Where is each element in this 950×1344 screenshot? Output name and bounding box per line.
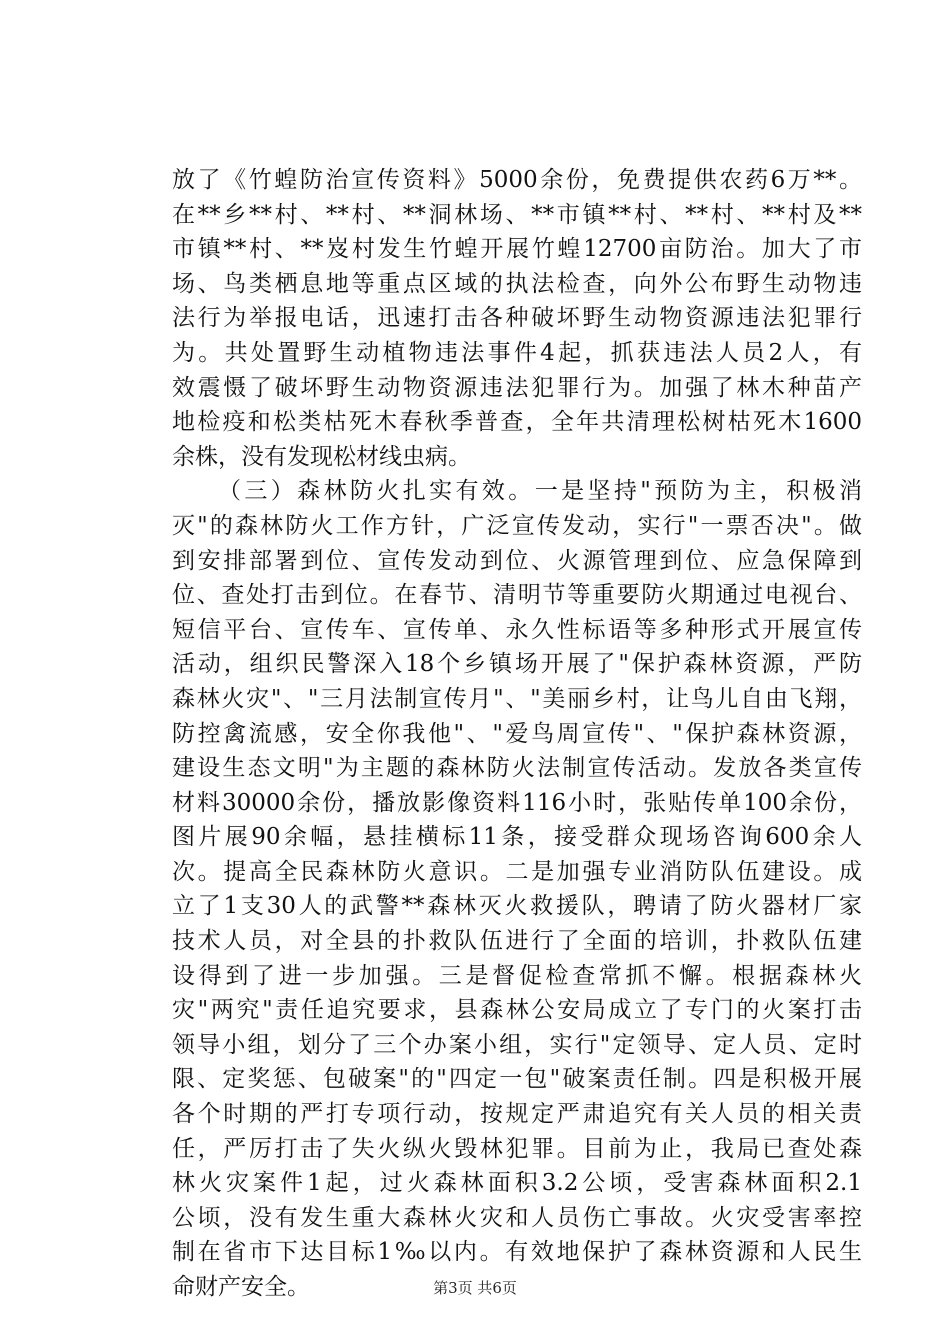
text-line: 灾"两究"责任追究要求，县森林公安局成立了专门的火案打击	[172, 997, 862, 1024]
text-line: 活动，组织民警深入18个乡镇场开展了"保护森林资源，严防	[172, 651, 862, 678]
text-line: （三）森林防火扎实有效。一是坚持"预防为主，积极消	[218, 478, 862, 505]
text-line: 市镇**村、**岌村发生竹蝗开展竹蝗12700亩防治。加大了市	[172, 236, 862, 263]
text-line: 森林火灾"、"三月法制宣传月"、"美丽乡村，让鸟儿自由飞翔，	[172, 685, 862, 712]
text-line: 领导小组，划分了三个办案小组，实行"定领导、定人员、定时	[172, 1031, 862, 1058]
text-line: 限、定奖惩、包破案"的"四定一包"破案责任制。四是积极开展	[172, 1066, 862, 1093]
text-line: 效震慑了破坏野生动物资源违法犯罪行为。加强了林木种苗产	[172, 374, 862, 401]
document-body	[172, 163, 862, 1305]
text-line: 位、查处打击到位。在春节、清明节等重要防火期通过电视台、	[172, 582, 862, 609]
text-line: 地检疫和松类枯死木春秋季普查，全年共清理松树枯死木1600	[172, 409, 862, 436]
paragraph-wildlife-protection	[172, 163, 862, 474]
text-line: 设得到了进一步加强。三是督促检查常抓不懈。根据森林火	[172, 962, 862, 989]
text-line: 放了《竹蝗防治宣传资料》5000余份，免费提供农药6万**。	[172, 167, 862, 193]
text-line: 余株，没有发现松材线虫病。	[172, 443, 471, 470]
text-line: 建设生态文明"为主题的森林防火法制宣传活动。发放各类宣传	[172, 755, 862, 782]
text-line: 材料30000余份，播放影像资料116小时，张贴传单100余份，	[172, 789, 862, 816]
text-line: 技术人员，对全县的扑救队伍进行了全面的培训，扑救队伍建	[172, 928, 862, 955]
text-line: 林火灾案件1起，过火森林面积3.2公顷，受害森林面积2.1	[172, 1170, 862, 1197]
paragraph-forest-fire-prevention	[172, 474, 862, 1304]
text-line: 立了1支30人的武警**森林灭火救援队，聘请了防火器材厂家	[172, 893, 862, 920]
text-line: 各个时期的严打专项行动，按规定严肃追究有关人员的相关责	[172, 1101, 862, 1128]
text-line: 防控禽流感，安全你我他"、"爱鸟周宣传"、"保护森林资源，	[172, 720, 862, 747]
text-line: 到安排部署到位、宣传发动到位、火源管理到位、应急保障到	[172, 547, 862, 574]
text-line: 任，严厉打击了失火纵火毁林犯罪。目前为止，我局已查处森	[172, 1135, 862, 1162]
text-line: 公顷，没有发生重大森林火灾和人员伤亡事故。火灾受害率控	[172, 1204, 862, 1231]
text-line: 制在省市下达目标1‰以内。有效地保护了森林资源和人民生	[172, 1239, 862, 1266]
page-footer: 第3页 共6页	[433, 1279, 517, 1297]
text-line: 命财产安全。	[172, 1274, 310, 1300]
text-line: 灭"的森林防火工作方针，广泛宣传发动，实行"一票否决"。做	[172, 512, 862, 539]
text-line: 短信平台、宣传车、宣传单、永久性标语等多种形式开展宣传	[172, 616, 862, 643]
text-line: 场、鸟类栖息地等重点区域的执法检查，向外公布野生动物违	[172, 270, 862, 297]
text-line: 在**乡**村、**村、**洞林场、**市镇**村、**村、**村及**	[172, 201, 862, 228]
text-line: 法行为举报电话，迅速打击各种破坏野生动物资源违法犯罪行	[172, 305, 862, 332]
text-line: 为。共处置野生动植物违法事件4起，抓获违法人员2人，有	[172, 339, 862, 366]
text-line: 图片展90余幅，悬挂横标11条，接受群众现场咨询600余人	[172, 824, 862, 851]
text-line: 次。提高全民森林防火意识。二是加强专业消防队伍建设。成	[172, 858, 862, 885]
